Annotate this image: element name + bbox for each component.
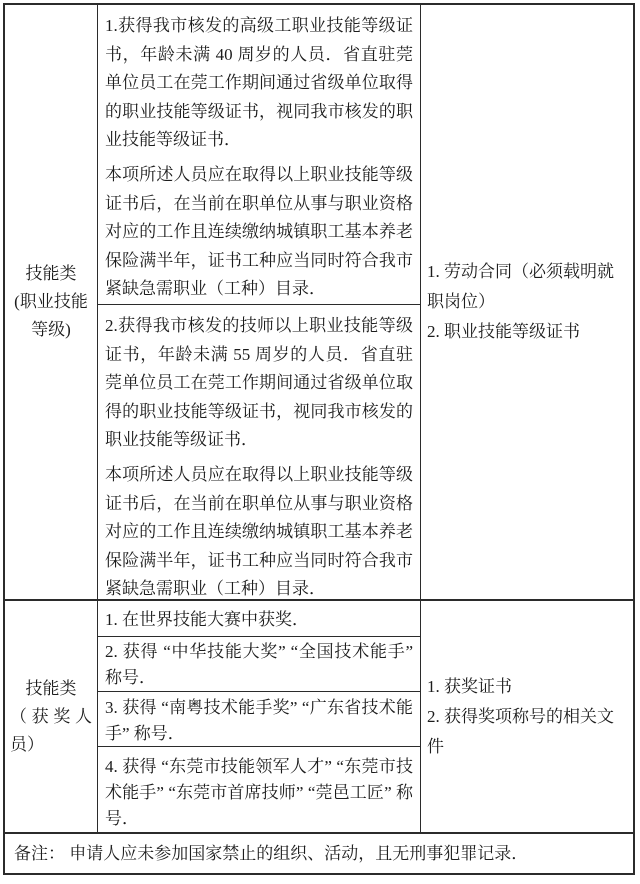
- award-criteria-item: 2. 获得 “中华技能大奖” “全国技术能手” 称号．: [98, 637, 420, 692]
- criteria-cell-1: [98, 5, 420, 305]
- materials-cell-award: [421, 601, 633, 832]
- table-row-skill-level: [5, 5, 633, 599]
- material-item: 1. 劳动合同（必须载明就职岗位）: [427, 262, 614, 311]
- category-cell-skill-level: [5, 5, 98, 599]
- table-row-note: [5, 832, 633, 873]
- material-item: 2. 获得奖项称号的相关文件: [427, 706, 614, 756]
- category-cell-award: [5, 601, 98, 832]
- criteria-paragraph: 2.获得我市核发的技师以上职业技能等级证书，年龄未满 55 周岁的人员．省直驻莞单位员工在莞工作期间通过省级单位取得的职业技能等级证书，视同我市核发的职业技能等级证书．: [105, 315, 413, 450]
- criteria-paragraph: 本项所述人员应在取得以上职业技能等级证书后，在当前在职单位从事与职业资格对应的工作且连续缴纳城镇职工基本养老保险满半年，证书工种应当同时符合我市紧缺急需职业（工种）目录．: [105, 164, 413, 299]
- material-item: 1. 获奖证书: [427, 676, 512, 696]
- award-criteria-item: 1. 在世界技能大赛中获奖．: [98, 601, 420, 637]
- award-criteria-column: [98, 601, 421, 832]
- criteria-column: [98, 5, 421, 599]
- criteria-paragraph: 1.获得我市核发的高级工职业技能等级证书，年龄未满 40 周岁的人员．省直驻莞单位员工在莞工作期间通过省级单位取得的职业技能等级证书，视同我市核发的职业技能等级证书．: [105, 16, 413, 150]
- note-text: 备注： 申请人应未参加国家禁止的组织、活动，且无刑事犯罪记录．: [14, 844, 529, 863]
- criteria-paragraph: 本项所述人员应在取得以上职业技能等级证书后，在当前在职单位从事与职业资格对应的工作且连续缴纳城镇职工基本养老保险满半年，证书工种应当同时符合我市紧缺急需职业（工种）目录．: [105, 464, 413, 599]
- award-criteria-item: 4. 获得 “东莞市技能领军人才” “东莞市技术能手” “东莞市首席技师” “莞邑工匠” 称号．: [105, 757, 413, 828]
- category-subtitle: （获奖人员）: [10, 706, 92, 754]
- materials-cell-skill-level: [421, 5, 633, 599]
- qualification-table: [3, 3, 635, 875]
- award-criteria-item: 3. 获得 “南粤技术能手奖” “广东省技术能手” 称号．: [98, 692, 420, 747]
- table-row-award: [5, 599, 633, 832]
- category-subtitle: (职业技能等级): [14, 292, 88, 339]
- criteria-cell-2: [98, 305, 420, 604]
- category-title: 技能类: [25, 264, 77, 283]
- category-title: 技能类: [25, 678, 77, 698]
- material-item: 2. 职业技能等级证书: [427, 322, 580, 341]
